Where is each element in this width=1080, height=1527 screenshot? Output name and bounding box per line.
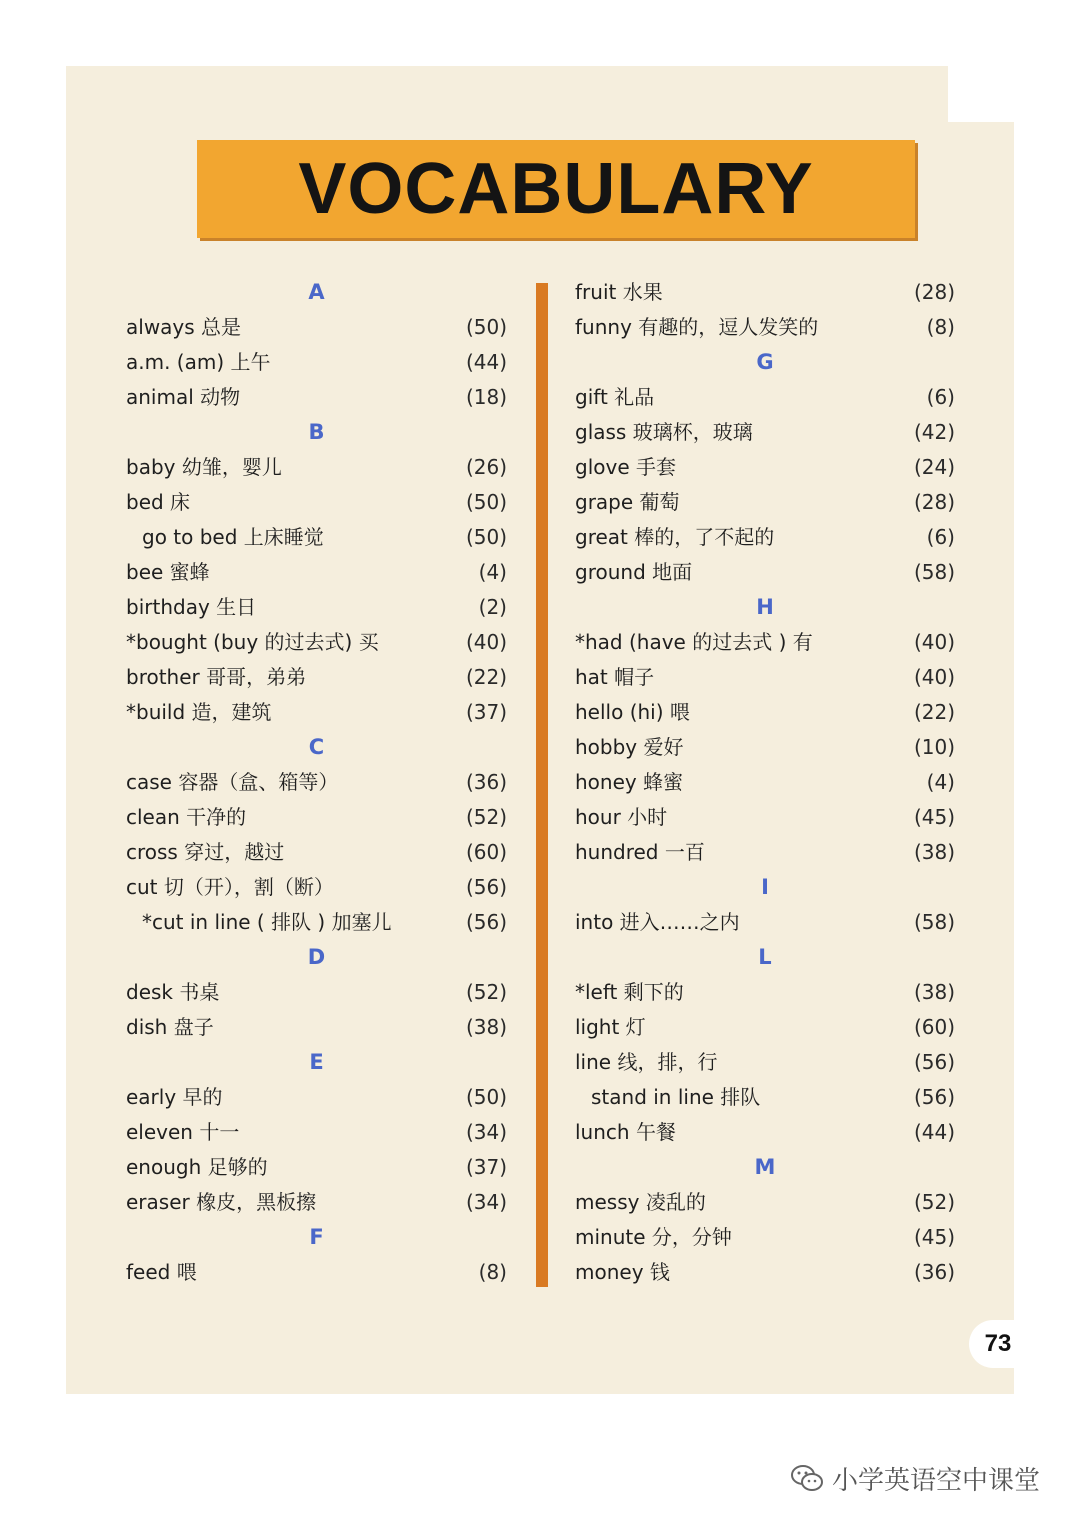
- entry-page-ref: (40): [465, 630, 507, 654]
- entry-page-ref: (52): [465, 980, 507, 1004]
- entry-page-ref: (44): [465, 350, 507, 374]
- vocabulary-entry: [575, 975, 955, 1010]
- vocabulary-entry: [126, 975, 507, 1010]
- entry-word: feed 喂: [126, 1260, 197, 1284]
- entry-word: brother 哥哥，弟弟: [126, 665, 307, 689]
- vocabulary-entry: [126, 625, 507, 660]
- entry-page-ref: (10): [913, 735, 955, 759]
- entry-word: fruit 水果: [575, 280, 663, 304]
- entry-page-ref: (8): [478, 1260, 507, 1284]
- entry-word: desk 书桌: [126, 980, 220, 1004]
- entry-page-ref: (4): [926, 770, 955, 794]
- entry-page-ref: (6): [926, 385, 955, 409]
- vocabulary-entry: [575, 800, 955, 835]
- entry-word: dish 盘子: [126, 1015, 214, 1039]
- entry-page-ref: (37): [465, 1155, 507, 1179]
- vocabulary-entry: [575, 1185, 955, 1220]
- entry-page-ref: (6): [926, 525, 955, 549]
- entry-word: hundred 一百: [575, 840, 705, 864]
- vocabulary-entry: [575, 520, 955, 555]
- entry-word: go to bed 上床睡觉: [142, 525, 324, 549]
- entry-word: line 线，排，行: [575, 1050, 718, 1074]
- vocabulary-entry: [575, 450, 955, 485]
- vocabulary-entry: [126, 555, 507, 590]
- entry-page-ref: (18): [465, 385, 507, 409]
- entry-page-ref: (8): [926, 315, 955, 339]
- entry-word: animal 动物: [126, 385, 241, 409]
- letter-heading: D: [307, 945, 326, 969]
- entry-page-ref: (36): [465, 770, 507, 794]
- entry-word: hour 小时: [575, 805, 668, 829]
- entry-word: a.m. (am) 上午: [126, 350, 271, 374]
- vocabulary-entry: [575, 660, 955, 695]
- vocabulary-entry: [575, 765, 955, 800]
- entry-word: honey 蜂蜜: [575, 770, 684, 794]
- entry-page-ref: (22): [913, 700, 955, 724]
- entry-word: *build 造，建筑: [126, 700, 272, 724]
- vocabulary-entry: [575, 310, 955, 345]
- vocabulary-entry: [126, 310, 507, 345]
- entry-word: grape 葡萄: [575, 490, 680, 514]
- entry-page-ref: (50): [465, 490, 507, 514]
- vocabulary-entry: [126, 695, 507, 730]
- entry-word: light 灯: [575, 1015, 646, 1039]
- entry-page-ref: (50): [465, 315, 507, 339]
- letter-heading: L: [758, 945, 772, 969]
- entry-page-ref: (34): [465, 1190, 507, 1214]
- entry-page-ref: (56): [465, 875, 507, 899]
- vocabulary-entry: [126, 800, 507, 835]
- entry-word: glove 手套: [575, 455, 676, 479]
- vocabulary-entry: [126, 485, 507, 520]
- watermark: [790, 1458, 1040, 1498]
- entry-page-ref: (24): [913, 455, 955, 479]
- entry-word: *bought (buy 的过去式) 买: [126, 630, 379, 654]
- letter-heading: G: [756, 350, 774, 374]
- vocabulary-entry: [126, 870, 507, 905]
- entry-page-ref: (38): [465, 1015, 507, 1039]
- vocabulary-entry: [575, 905, 955, 940]
- vocabulary-entry: [575, 415, 955, 450]
- vocabulary-entry: [126, 380, 507, 415]
- entry-word: stand in line 排队: [591, 1085, 761, 1109]
- entry-page-ref: (56): [465, 910, 507, 934]
- vocabulary-entry: [575, 1115, 955, 1150]
- vocabulary-column-left: [126, 275, 507, 1290]
- vocabulary-entry: [575, 1045, 955, 1080]
- vocabulary-entry: [575, 380, 955, 415]
- vocabulary-entry: [126, 1080, 507, 1115]
- entry-word: eraser 橡皮，黑板擦: [126, 1190, 317, 1214]
- vocabulary-entry: [575, 1080, 955, 1115]
- entry-page-ref: (50): [465, 525, 507, 549]
- entry-word: hobby 爱好: [575, 735, 684, 759]
- entry-word: enough 足够的: [126, 1155, 268, 1179]
- vocabulary-entry: [126, 1115, 507, 1150]
- entry-word: hello (hi) 喂: [575, 700, 690, 724]
- entry-word: *had (have 的过去式 ) 有: [575, 630, 813, 654]
- letter-heading: B: [308, 420, 325, 444]
- entry-word: funny 有趣的，逗人发笑的: [575, 315, 819, 339]
- entry-page-ref: (44): [913, 1120, 955, 1144]
- vocabulary-entry: [126, 1010, 507, 1045]
- entry-page-ref: (56): [913, 1085, 955, 1109]
- entry-word: lunch 午餐: [575, 1120, 676, 1144]
- entry-page-ref: (28): [913, 490, 955, 514]
- entry-word: early 早的: [126, 1085, 223, 1109]
- entry-word: cross 穿过，越过: [126, 840, 285, 864]
- entry-word: *cut in line ( 排队 ) 加塞儿: [142, 910, 392, 934]
- page-title: VOCABULARY: [298, 149, 814, 229]
- entry-page-ref: (40): [913, 630, 955, 654]
- entry-word: minute 分，分钟: [575, 1225, 732, 1249]
- entry-word: hat 帽子: [575, 665, 655, 689]
- vocabulary-entry: [126, 1185, 507, 1220]
- vocabulary-entry: [126, 1150, 507, 1185]
- entry-word: *left 剩下的: [575, 980, 684, 1004]
- entry-word: clean 干净的: [126, 805, 247, 829]
- page-number: 73: [969, 1320, 1027, 1368]
- vocabulary-entry: [575, 1255, 955, 1290]
- vocabulary-entry: [126, 345, 507, 380]
- entry-word: case 容器（盒、箱等）: [126, 770, 339, 794]
- vocabulary-entry: [126, 765, 507, 800]
- vocabulary-entry: [126, 835, 507, 870]
- letter-heading: M: [754, 1155, 776, 1179]
- entry-page-ref: (40): [913, 665, 955, 689]
- letter-heading: I: [761, 875, 769, 899]
- letter-heading: A: [308, 280, 325, 304]
- entry-page-ref: (45): [913, 805, 955, 829]
- entry-word: bee 蜜蜂: [126, 560, 210, 584]
- entry-page-ref: (37): [465, 700, 507, 724]
- entry-word: glass 玻璃杯，玻璃: [575, 420, 753, 444]
- watermark-text: 小学英语空中课堂: [832, 1465, 1041, 1496]
- vocabulary-entry: [575, 695, 955, 730]
- entry-page-ref: (56): [913, 1050, 955, 1074]
- entry-page-ref: (52): [913, 1190, 955, 1214]
- letter-heading: H: [756, 595, 774, 619]
- vocabulary-entry: [126, 520, 507, 555]
- vocabulary-entry: [126, 450, 507, 485]
- entry-word: always 总是: [126, 315, 242, 339]
- entry-page-ref: (4): [478, 560, 507, 584]
- vocabulary-entry: [575, 625, 955, 660]
- entry-page-ref: (38): [913, 980, 955, 1004]
- entry-page-ref: (42): [913, 420, 955, 444]
- entry-word: birthday 生日: [126, 595, 257, 619]
- entry-page-ref: (50): [465, 1085, 507, 1109]
- vocabulary-column-right: [575, 275, 955, 1290]
- entry-word: bed 床: [126, 490, 191, 514]
- entry-page-ref: (45): [913, 1225, 955, 1249]
- letter-heading: E: [309, 1050, 324, 1074]
- entry-page-ref: (60): [465, 840, 507, 864]
- vocabulary-entry: [126, 660, 507, 695]
- vocabulary-entry: [126, 905, 507, 940]
- entry-word: eleven 十一: [126, 1120, 240, 1144]
- column-divider: [536, 283, 548, 1287]
- vocabulary-entry: [575, 835, 955, 870]
- vocabulary-entry: [575, 730, 955, 765]
- letter-heading: F: [309, 1225, 324, 1249]
- entry-page-ref: (36): [913, 1260, 955, 1284]
- entry-page-ref: (38): [913, 840, 955, 864]
- wechat-icon: [790, 1463, 824, 1493]
- entry-page-ref: (28): [913, 280, 955, 304]
- vocabulary-entry: [575, 1220, 955, 1255]
- entry-page-ref: (58): [913, 910, 955, 934]
- entry-word: gift 礼品: [575, 385, 655, 409]
- entry-word: into 进入……之内: [575, 910, 740, 934]
- entry-page-ref: (60): [913, 1015, 955, 1039]
- page-corner: [948, 66, 1014, 122]
- entry-word: messy 凌乱的: [575, 1190, 706, 1214]
- entry-page-ref: (34): [465, 1120, 507, 1144]
- vocabulary-entry: [575, 555, 955, 590]
- entry-word: money 钱: [575, 1260, 670, 1284]
- entry-page-ref: (52): [465, 805, 507, 829]
- entry-page-ref: (2): [478, 595, 507, 619]
- entry-page-ref: (22): [465, 665, 507, 689]
- title-banner: [197, 140, 915, 238]
- entry-page-ref: (58): [913, 560, 955, 584]
- entry-word: ground 地面: [575, 560, 693, 584]
- vocabulary-entry: [575, 485, 955, 520]
- vocabulary-entry: [126, 1255, 507, 1290]
- vocabulary-entry: [575, 275, 955, 310]
- entry-word: great 棒的，了不起的: [575, 525, 775, 549]
- vocabulary-entry: [126, 590, 507, 625]
- entry-page-ref: (26): [465, 455, 507, 479]
- entry-word: baby 幼雏，婴儿: [126, 455, 282, 479]
- entry-word: cut 切（开），割（断）: [126, 875, 334, 899]
- letter-heading: C: [308, 735, 325, 759]
- vocabulary-entry: [575, 1010, 955, 1045]
